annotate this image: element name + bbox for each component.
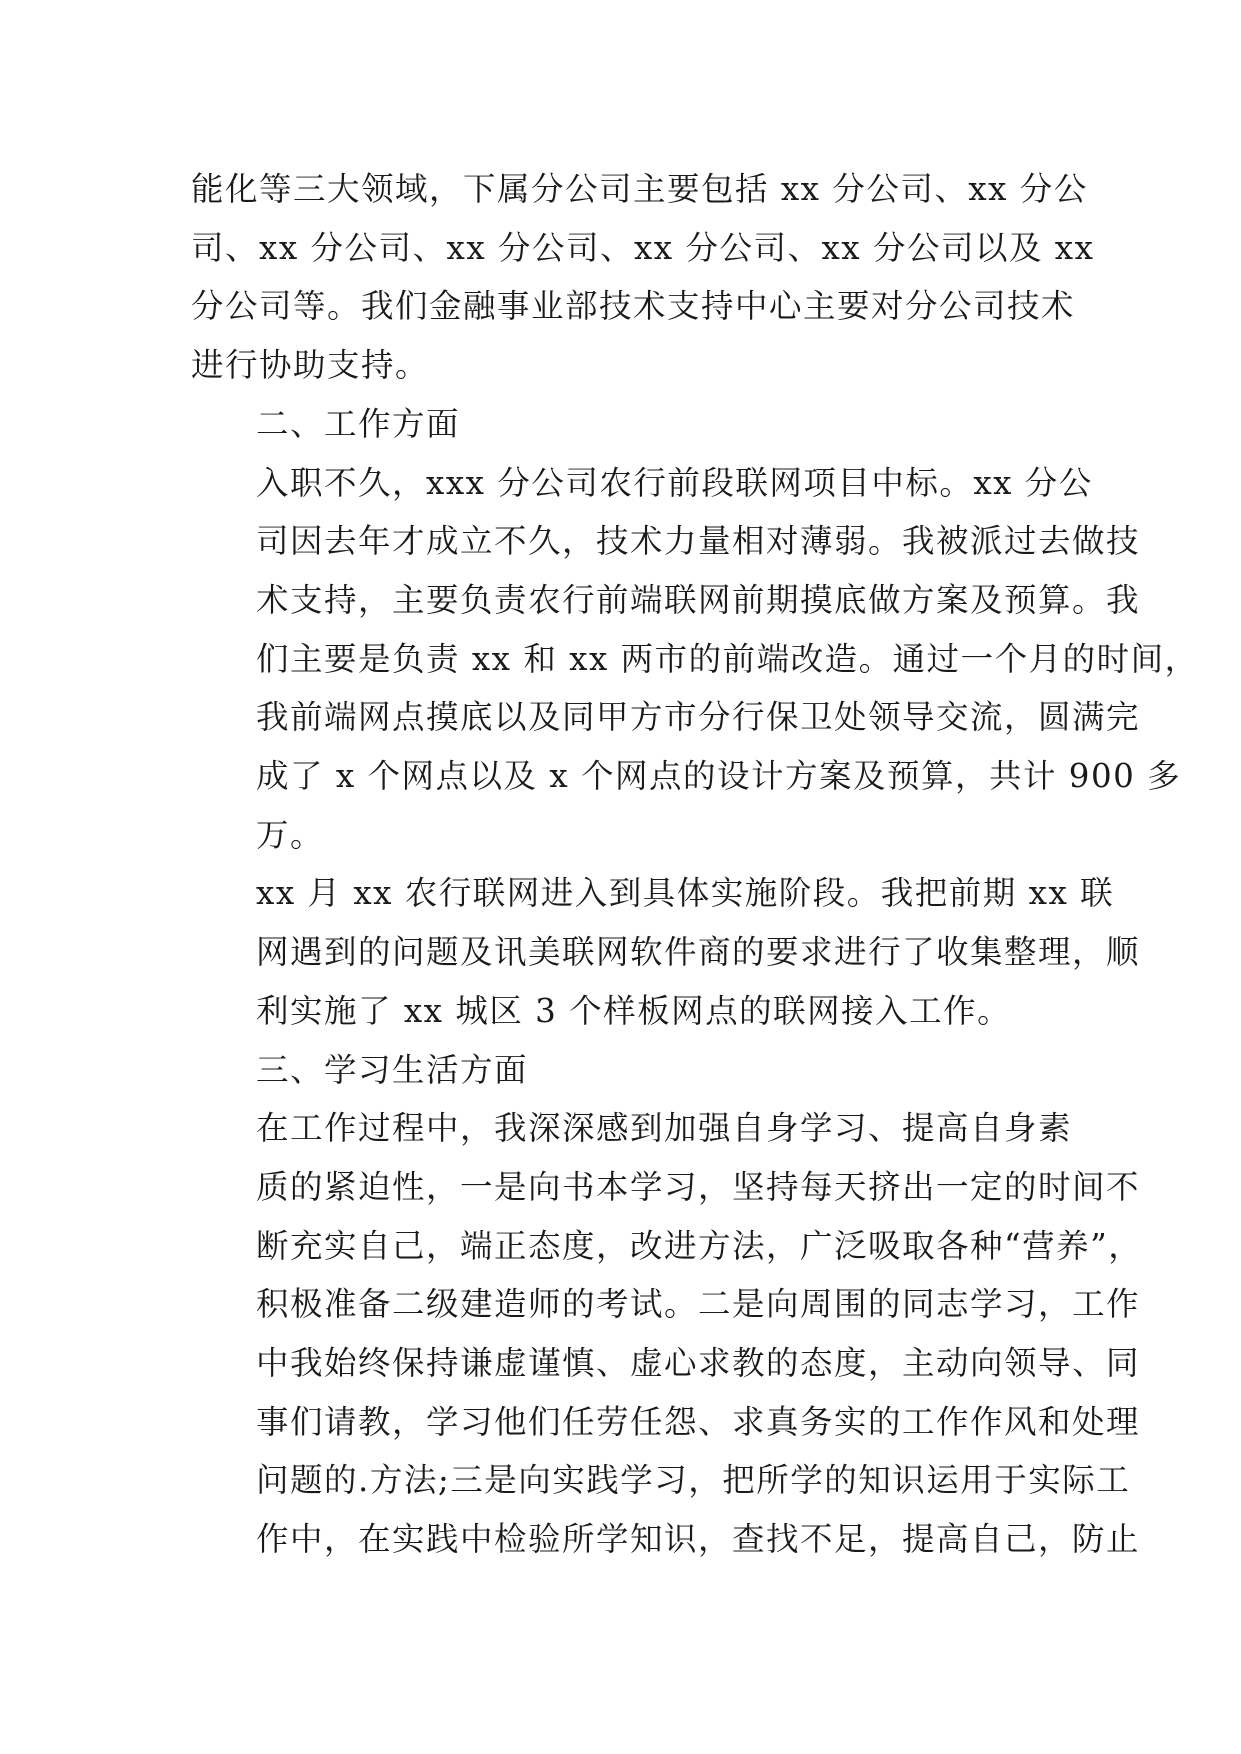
text-line: 二、工作方面 (256, 404, 461, 443)
paragraph (191, 1099, 1143, 1569)
text-line: 问题的.方法;三是向实践学习，把所学的知识运用于实际工 (256, 1461, 1131, 1500)
text-line: 们主要是负责 xx 和 xx 两市的前端改造。通过一个月的时间， (256, 639, 1199, 678)
text-line: 术支持，主要负责农行前端联网前期摸底做方案及预算。我 (256, 580, 1141, 619)
text-line: 在工作过程中，我深深感到加强自身学习、提高自身素 (256, 1109, 1073, 1148)
text-line: 三、学习生活方面 (256, 1050, 529, 1089)
text-line: 断充实自己，端正态度，改进方法，广泛吸取各种“营养”， (256, 1226, 1143, 1265)
text-line: 网遇到的问题及讯美联网软件商的要求进行了收集整理，顺 (256, 933, 1141, 972)
paragraph (191, 1041, 1059, 1100)
paragraph (191, 454, 1199, 865)
paragraph (191, 395, 1059, 454)
paragraph (191, 864, 1141, 1040)
text-line: 司因去年才成立不久，技术力量相对薄弱。我被派过去做技 (256, 522, 1141, 561)
text-line: 作中，在实践中检验所学知识，查找不足，提高自己，防止 (256, 1520, 1141, 1559)
text-line: 万。 (256, 815, 325, 854)
text-line: 我前端网点摸底以及同甲方市分行保卫处领导交流，圆满完 (256, 698, 1141, 737)
text-line: 积极准备二级建造师的考试。二是向周围的同志学习，工作 (256, 1285, 1141, 1324)
text-line: 中我始终保持谦虚谨慎、虚心求教的态度，主动向领导、同 (256, 1344, 1141, 1383)
text-line: 分公司等。我们金融事业部技术支持中心主要对分公司技术 (191, 287, 1076, 326)
text-line: 事们请教，学习他们任劳任怨、求真务实的工作作风和处理 (256, 1402, 1141, 1441)
text-line: 入职不久，xxx 分公司农行前段联网项目中标。xx 分公 (256, 463, 1093, 502)
paragraph (191, 160, 1095, 395)
text-line: 成了 x 个网点以及 x 个网点的设计方案及预算，共计 900 多 (256, 757, 1182, 796)
text-line: 质的紧迫性，一是向书本学习，坚持每天挤出一定的时间不 (256, 1167, 1141, 1206)
document-body (191, 160, 1199, 1569)
text-line: 进行协助支持。 (191, 346, 430, 385)
text-line: 司、xx 分公司、xx 分公司、xx 分公司、xx 分公司以及 xx (191, 228, 1095, 267)
text-line: 能化等三大领域，下属分公司主要包括 xx 分公司、xx 分公 (191, 170, 1088, 208)
text-line: 利实施了 xx 城区 3 个样板网点的联网接入工作。 (256, 991, 1012, 1030)
text-line: xx 月 xx 农行联网进入到具体实施阶段。我把前期 xx 联 (256, 874, 1115, 913)
